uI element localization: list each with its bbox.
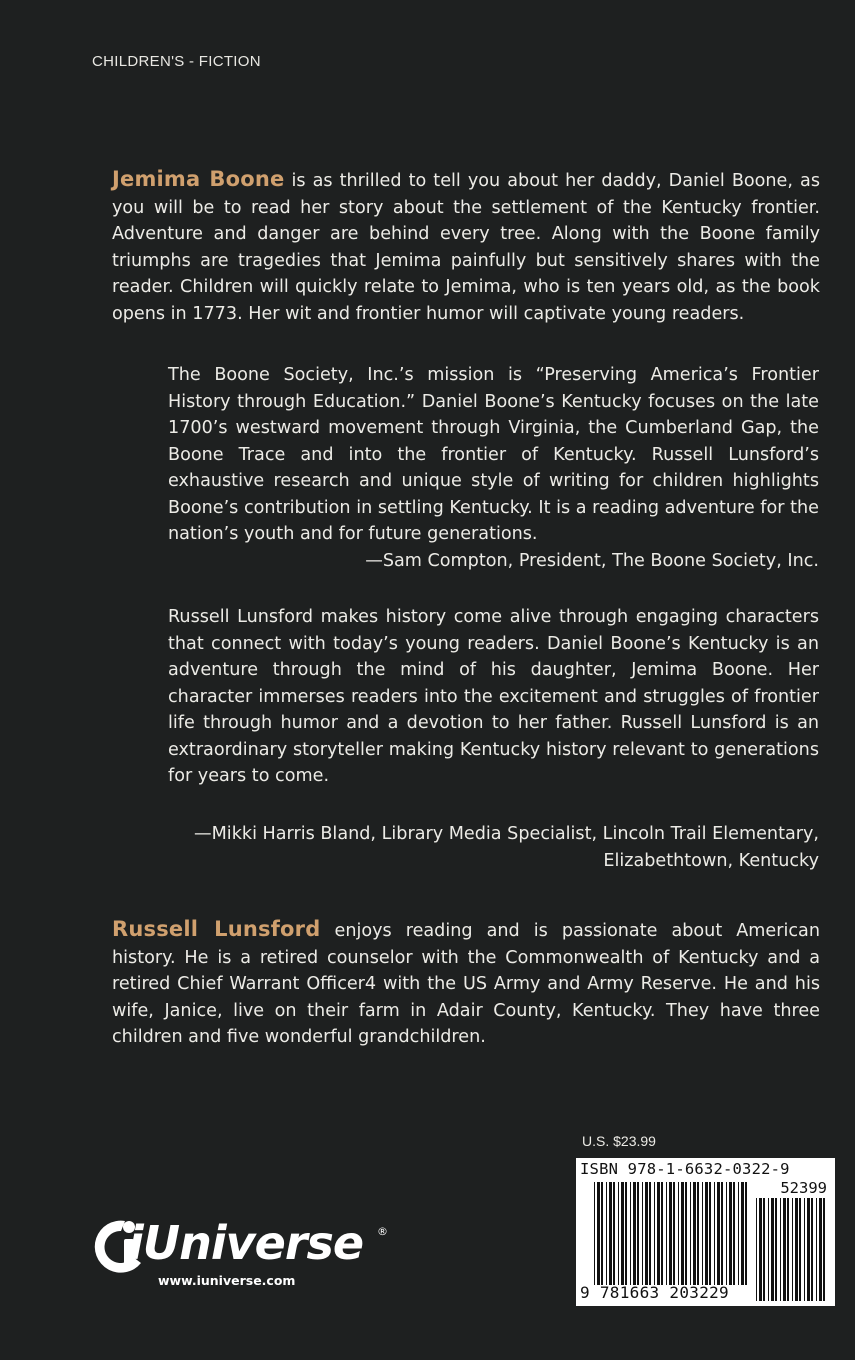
quote-text: Russell Lunsford makes history come alive through engaging characters that connect with today’s young readers. Daniel Boone’s Kentucky is an adventure through the mind of his daughter, Jemima Boone. Her character immerses readers into the excitement and struggles of frontier life through humor and a devotion to her father. Russell Lunsford is an extraordinary storyteller making Kentucky history relevant to generations for years to come. (168, 607, 819, 786)
addon-barcode-bars (756, 1198, 828, 1301)
quote-attribution: —Sam Compton, President, The Boone Society, Inc. (365, 550, 819, 571)
ean-digits: 9 781663 203229 (580, 1283, 729, 1302)
price-label: U.S. $23.99 (582, 1133, 656, 1149)
quote-attribution-block (168, 821, 819, 874)
publisher-logo (91, 1213, 391, 1293)
publisher-url: www.iuniverse.com (158, 1273, 296, 1288)
barcode-bars (594, 1182, 749, 1285)
bio-text: enjoys reading and is passionate about American history. He is a retired counselor with the Commonwealth of Kentucky and a retired Chief Warrant Officer4 with the US Army and Army Reserve. He and his wife, Janice, live on their farm in Adair County, Kentucky. They have three children and five wonderful grandchildren. (112, 921, 820, 1047)
author-name: Russell Lunsford (112, 917, 321, 941)
review-quote-2 (168, 604, 819, 790)
registered-mark: ® (377, 1225, 388, 1238)
publisher-name: iUniverse (128, 1216, 364, 1270)
price-code: 52399 (780, 1179, 827, 1197)
book-description (112, 166, 820, 327)
isbn-barcode (576, 1158, 835, 1306)
character-name: Jemima Boone (112, 167, 285, 191)
description-text: is as thrilled to tell you about her daddy, Daniel Boone, as you will be to read her story about the settlement of the Kentucky frontier. Adventure and danger are behind every tree. Along with the Boone family triumphs are tragedies that Jemima painfully but sensitively shares with the reader. Children will quickly relate to Jemima, who is ten years old, as the book opens in 1773. Her wit and frontier humor will captivate young readers. (112, 171, 820, 324)
author-bio (112, 916, 820, 1051)
quote-attribution-line1: —Mikki Harris Bland, Library Media Specialist, Lincoln Trail Elementary, (194, 824, 819, 844)
quote-attribution-line2: Elizabethtown, Kentucky (603, 850, 819, 871)
genre-label: CHILDREN'S - FICTION (92, 53, 261, 70)
review-quote-1 (168, 362, 819, 574)
quote-text: The Boone Society, Inc.’s mission is “Preserving America’s Frontier History through Education.” Daniel Boone’s Kentucky focuses on the late 1700’s westward movement through Virginia, the Cumberland Gap, the Boone Trace and into the frontier of Kentucky. Russell Lunsford’s exhaustive research and unique style of writing for children highlights Boone’s contribution in settling Kentucky. It is a reading adventure for the nation’s youth and for future generations. (168, 365, 819, 544)
isbn-number: ISBN 978-1-6632-0322-9 (580, 1160, 790, 1178)
